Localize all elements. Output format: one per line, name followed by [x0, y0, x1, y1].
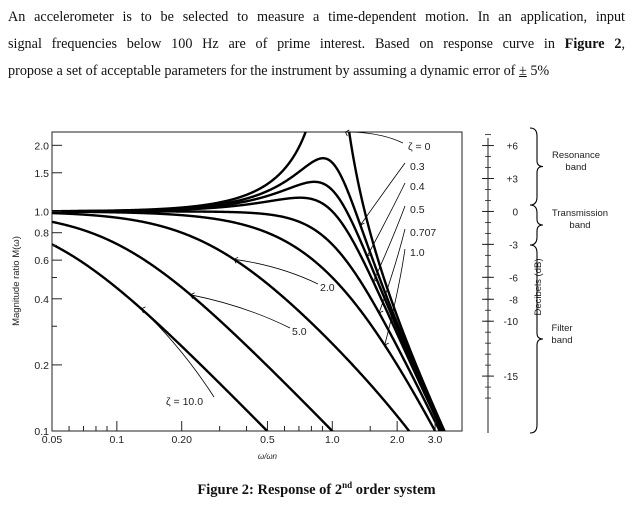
leader-line-zeta-5: [191, 295, 290, 328]
plus-minus-sign: ±: [518, 63, 527, 79]
band-label-filter: [551, 323, 572, 346]
brace-resonance-band: [530, 128, 543, 205]
curve-zeta-1: [52, 212, 440, 441]
leader-line-zeta-0p5: [373, 206, 405, 282]
curve-label-zeta-10: ζ = 10.0: [166, 396, 204, 408]
band-label-transmission: [552, 208, 608, 231]
decibel-tick-label-0: 0: [512, 207, 518, 219]
band-label-word: Resonance: [551, 150, 601, 161]
y-axis-label: Magnitude ratio M(ω): [11, 236, 22, 326]
curve-zeta-0p707: [52, 211, 444, 440]
y-tick-label-0p6: 0.6: [34, 255, 49, 268]
band-label-resonance: [552, 150, 600, 173]
band-label-word: band: [565, 162, 587, 173]
decibel-tick-label-3: -3: [509, 240, 518, 252]
decibel-tick-label-6: +6: [506, 141, 518, 153]
band-label-word: band: [569, 220, 591, 231]
caption-prefix: Figure 2: Response of 2: [197, 481, 343, 498]
curve-label-zeta-0: ζ = 0: [408, 141, 431, 153]
x-axis-label: ω/ωn: [257, 452, 278, 461]
x-tick-label-2p0: 2.0: [389, 434, 405, 446]
plot-frame-group: [52, 132, 462, 431]
curve-label-zeta-2: 2.0: [320, 282, 335, 294]
curve-zeta-0-seg1: [348, 122, 449, 440]
band-label-word: Filter: [551, 323, 573, 334]
question-line-2-end: ,: [621, 36, 625, 52]
curve-label-zeta-0p4: 0.4: [410, 181, 425, 193]
decibel-tick-label-6: -6: [509, 273, 518, 285]
plot-frame: [52, 132, 462, 431]
x-tick-label-1p0: 1.0: [324, 434, 340, 446]
curve-labels-group: [141, 130, 436, 408]
band-label-word: Transmission: [551, 208, 609, 219]
caption-suffix: order system: [352, 481, 436, 498]
leader-line-zeta-2: [234, 259, 318, 284]
curve-label-zeta-5: 5.0: [292, 326, 307, 338]
brace-transmission-band: [530, 205, 543, 245]
decibel-axis-group: [482, 135, 544, 433]
curve-label-zeta-0p5: 0.5: [410, 204, 425, 216]
curve-zeta-2: [52, 213, 416, 440]
decibel-tick-label-8: -8: [509, 295, 518, 307]
curve-zeta-0-seg0: [52, 120, 310, 211]
leader-line-zeta-10: [141, 309, 214, 397]
x-tick-label-0p1: 0.1: [109, 434, 125, 446]
y-tick-label-0p8: 0.8: [34, 227, 49, 240]
curve-label-zeta-0p707: 0.707: [410, 227, 437, 239]
curves-group: [52, 120, 449, 441]
y-tick-label-1p0: 1.0: [34, 206, 49, 219]
y-tick-label-1p5: 1.5: [34, 167, 49, 180]
x-tick-label-0p20: 0.20: [171, 434, 192, 446]
x-tick-label-0p5: 0.5: [260, 434, 275, 446]
decibel-tick-label-10: -10: [503, 317, 518, 329]
axes-group: [11, 140, 443, 461]
decibel-axis-label: Decibels (dB): [533, 258, 544, 316]
figure-caption: [0, 480, 633, 499]
curve-label-zeta-1: 1.0: [410, 247, 425, 259]
y-tick-label-0p1: 0.1: [34, 426, 49, 438]
question-line-3-end: 5%: [526, 63, 550, 79]
leader-line-zeta-0: [345, 132, 403, 143]
leader-line-zeta-0p3: [360, 163, 405, 225]
decibel-tick-label-15: -15: [503, 372, 518, 384]
x-tick-label-0p05: 0.05: [41, 434, 63, 446]
leader-line-zeta-0p4: [367, 183, 405, 256]
figure-reference: Figure 2: [564, 36, 622, 52]
x-tick-label-3p0: 3.0: [427, 434, 443, 446]
y-tick-label-2p0: 2.0: [34, 140, 49, 153]
curve-label-zeta-0p3: 0.3: [410, 161, 425, 173]
decibel-tick-label-3: +3: [506, 174, 518, 186]
y-tick-label-0p2: 0.2: [34, 359, 49, 372]
question-line-3-text: propose a set of acceptable parameters for the instrument by assuming a dynamic error of: [8, 63, 519, 79]
question-line-1: An accelerometer is to be selected to measure a time-dependent motion. In an application, input: [8, 9, 625, 25]
caption-superscript: nd: [342, 480, 353, 490]
band-label-word: band: [551, 335, 573, 346]
y-tick-label-0p4: 0.4: [34, 293, 49, 306]
question-line-2-text: signal frequencies below 100 Hz are of prime interest. Based on response curve in: [8, 36, 565, 52]
